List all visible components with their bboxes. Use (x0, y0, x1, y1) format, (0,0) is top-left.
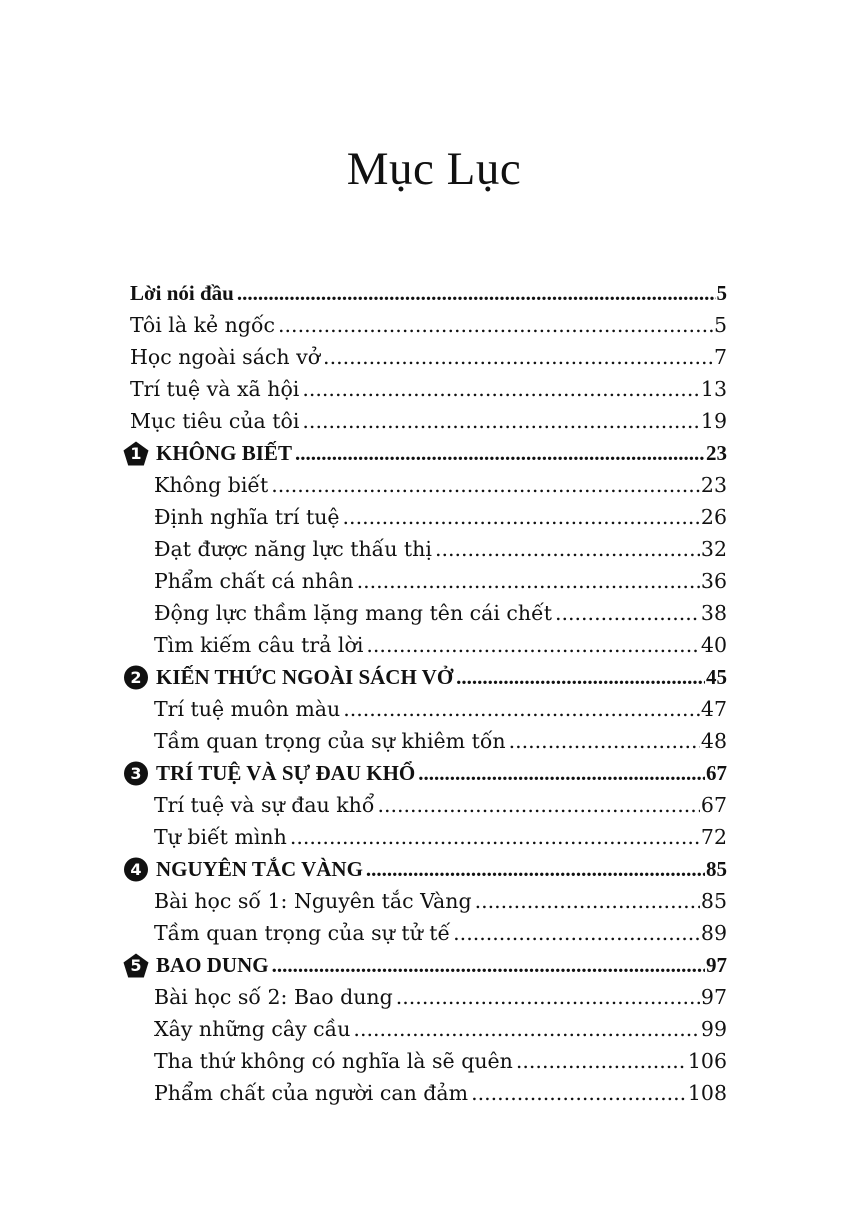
chapter-number-badge: 2 (123, 665, 149, 689)
toc-entry[interactable] (130, 405, 727, 437)
toc-entry-page: 97 (706, 953, 727, 977)
toc-entry-page: 23 (706, 441, 727, 465)
toc-entry-page: 89 (700, 921, 727, 945)
dot-leader (516, 1045, 687, 1077)
toc-entry-label: Trí tuệ và sự đau khổ (154, 793, 375, 817)
toc-chapter-label: TRÍ TUỆ VÀ SỰ ĐAU KHỔ (156, 761, 416, 785)
toc-entry-page: 32 (700, 537, 727, 561)
dot-leader (343, 693, 700, 725)
toc-entry-page: 67 (700, 793, 727, 817)
toc-entry-label: Tha thứ không có nghĩa là sẽ quên (154, 1049, 513, 1073)
toc-chapter-2[interactable] (123, 661, 727, 693)
toc-chapter-4[interactable] (123, 853, 727, 885)
dot-leader (396, 981, 700, 1013)
toc-entry[interactable] (154, 565, 727, 597)
toc-entry-label: Tìm kiếm câu trả lời (154, 633, 364, 657)
toc-entry[interactable] (154, 789, 727, 821)
dot-leader (290, 821, 700, 853)
toc-entry-page: 67 (706, 761, 727, 785)
dot-leader (295, 437, 705, 469)
toc-entry[interactable] (154, 597, 727, 629)
chapter-number-badge: 3 (123, 761, 149, 785)
toc-entry-label: Bài học số 2: Bao dung (154, 985, 393, 1009)
toc-entry-page: 13 (700, 377, 727, 401)
toc-entry[interactable] (130, 309, 727, 341)
toc-entry-label: Phẩm chất của người can đảm (154, 1081, 469, 1105)
page-title: Mục Lục (346, 143, 522, 195)
toc-chapter-label: BAO DUNG (156, 953, 269, 977)
dot-leader (555, 597, 700, 629)
dot-leader (509, 725, 700, 757)
dot-leader (302, 405, 700, 437)
toc-chapter-5[interactable] (123, 949, 727, 981)
toc-entry[interactable] (154, 885, 727, 917)
chapter-number-badge: 4 (123, 857, 149, 881)
toc-entry-page: 85 (700, 889, 727, 913)
dot-leader (475, 885, 700, 917)
toc-entry[interactable] (154, 629, 727, 661)
toc-entry-label: Trí tuệ muôn màu (154, 697, 341, 721)
toc-entry-page: 45 (706, 665, 727, 689)
toc-chapter-label: KHÔNG BIẾT (156, 441, 292, 465)
toc-entry-label: Không biết (154, 473, 269, 497)
toc-entry-label: Mục tiêu của tôi (130, 409, 300, 433)
dot-leader (271, 469, 700, 501)
dot-leader (366, 853, 705, 885)
dot-leader (272, 949, 705, 981)
dot-leader (343, 501, 700, 533)
toc-entry-page: 106 (687, 1049, 727, 1073)
toc-entry-page: 19 (700, 409, 727, 433)
toc-entry[interactable] (154, 1045, 727, 1077)
toc-entry-page: 108 (687, 1081, 727, 1105)
toc-entry-label: Lời nói đầu (130, 281, 234, 305)
toc-entry-preface[interactable] (130, 277, 727, 309)
toc-entry-label: Học ngoài sách vở (130, 345, 321, 369)
toc-entry-label: Tôi là kẻ ngốc (130, 313, 276, 337)
toc-entry[interactable] (154, 821, 727, 853)
dot-leader (453, 917, 700, 949)
toc-entry[interactable] (154, 1013, 727, 1045)
toc-entry-page: 47 (700, 697, 727, 721)
dot-leader (278, 309, 713, 341)
toc-entry-label: Xây những cây cầu (154, 1017, 351, 1041)
dot-leader (456, 661, 705, 693)
toc-entry[interactable] (130, 373, 727, 405)
chapter-number-badge: 5 (123, 953, 149, 977)
toc-entry-page: 99 (700, 1017, 727, 1041)
toc-entry[interactable] (154, 693, 727, 725)
toc-entry-page: 5 (713, 313, 727, 337)
toc-chapter-label: NGUYÊN TẮC VÀNG (156, 857, 363, 881)
dot-leader (323, 341, 713, 373)
toc-entry-page: 26 (700, 505, 727, 529)
dot-leader (471, 1077, 687, 1109)
toc-entry-label: Động lực thầm lặng mang tên cái chết (154, 601, 552, 625)
toc-entry-label: Trí tuệ và xã hội (130, 377, 300, 401)
toc-entry-label: Tầm quan trọng của sự tử tế (154, 921, 451, 945)
dot-leader (302, 373, 700, 405)
toc-entry-page: 85 (706, 857, 727, 881)
toc-entry-label: Định nghĩa trí tuệ (154, 505, 340, 529)
toc-chapter-label: KIẾN THỨC NGOÀI SÁCH VỞ (156, 665, 454, 689)
toc-entry[interactable] (130, 341, 727, 373)
toc-entry-page: 40 (700, 633, 727, 657)
toc-entry[interactable] (154, 501, 727, 533)
toc-entry-label: Bài học số 1: Nguyên tắc Vàng (154, 889, 472, 913)
toc-entry[interactable] (154, 1077, 727, 1109)
dot-leader (418, 757, 705, 789)
toc-entry[interactable] (154, 981, 727, 1013)
toc-entry-page: 5 (716, 281, 727, 305)
toc-entry-label: Phẩm chất cá nhân (154, 569, 354, 593)
dot-leader (237, 277, 716, 309)
toc-entry-page: 48 (700, 729, 727, 753)
toc-entry-page: 38 (700, 601, 727, 625)
toc-entry[interactable] (154, 917, 727, 949)
toc-entry[interactable] (154, 725, 727, 757)
toc-entry-page: 97 (700, 985, 727, 1009)
dot-leader (366, 629, 700, 661)
toc-entry-label: Đạt được năng lực thấu thị (154, 537, 432, 561)
toc-chapter-3[interactable] (123, 757, 727, 789)
toc-entry-page: 36 (700, 569, 727, 593)
dot-leader (435, 533, 700, 565)
toc-entry-label: Tự biết mình (154, 825, 287, 849)
toc-entry[interactable] (154, 469, 727, 501)
dot-leader (353, 1013, 699, 1045)
chapter-number-badge: 1 (123, 441, 149, 465)
dot-leader (377, 789, 699, 821)
toc-entry-page: 23 (700, 473, 727, 497)
dot-leader (357, 565, 700, 597)
toc-chapter-1[interactable] (123, 437, 727, 469)
toc-entry-page: 72 (700, 825, 727, 849)
toc-entry-page: 7 (713, 345, 727, 369)
toc-entry-label: Tầm quan trọng của sự khiêm tốn (154, 729, 506, 753)
toc-entry[interactable] (154, 533, 727, 565)
